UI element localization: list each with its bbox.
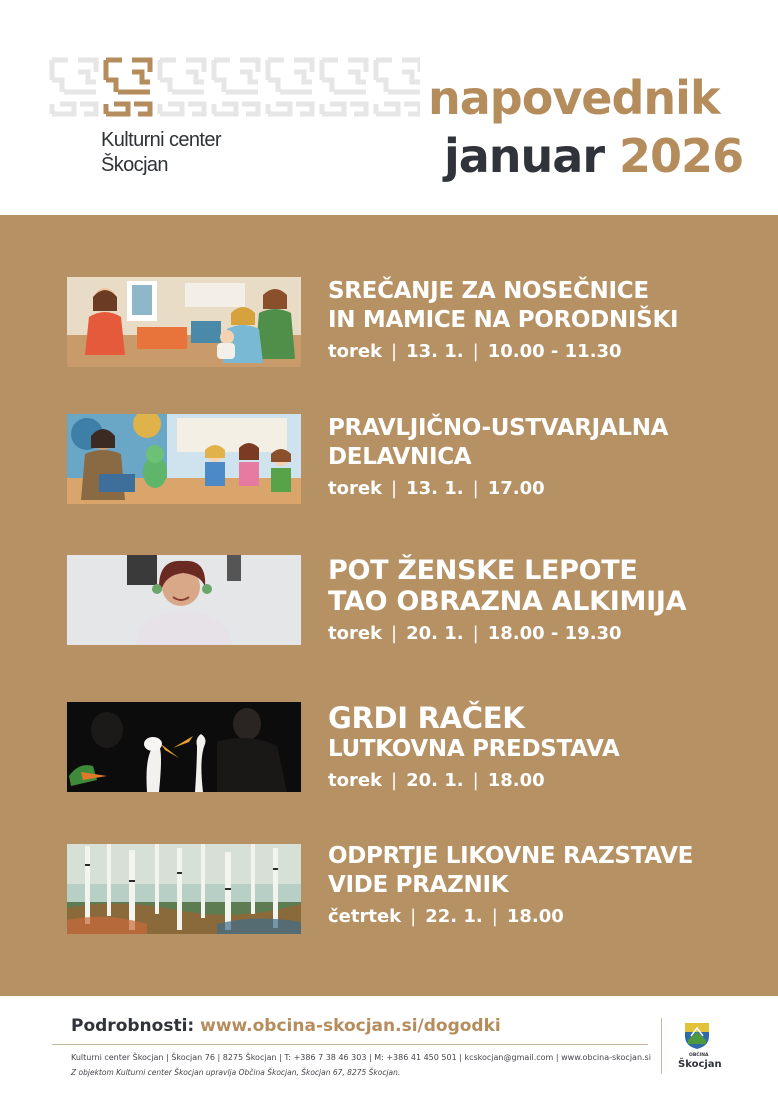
separator: | bbox=[391, 623, 398, 644]
event-item bbox=[0, 702, 778, 812]
title-napovednik: napovednik bbox=[428, 71, 720, 125]
contact-line: Kulturni center Škocjan | Škocjan 76 | 8275 Škocjan | T: +386 7 38 46 303 | M: +386 41 450 501 | kcskocjan@gmail.com | www.obcina-skocjan.si bbox=[71, 1053, 651, 1062]
event-title-line: VIDE PRAZNIK bbox=[328, 872, 509, 898]
event-date: 20. 1. bbox=[406, 770, 464, 791]
separator: | bbox=[491, 906, 498, 927]
event-image-mothers bbox=[67, 277, 301, 367]
events-panel bbox=[0, 215, 778, 996]
event-item bbox=[0, 555, 778, 665]
event-text bbox=[328, 842, 693, 931]
municipality-crest-icon bbox=[684, 1022, 710, 1050]
event-date: 13. 1. bbox=[406, 478, 464, 499]
event-item bbox=[0, 277, 778, 387]
event-meta bbox=[328, 620, 686, 648]
event-title-line: POT ŽENSKE LEPOTE bbox=[328, 555, 638, 586]
event-image-puppet-show bbox=[67, 702, 301, 792]
event-date: 13. 1. bbox=[406, 341, 464, 362]
crest-small-label: OBČINA bbox=[689, 1053, 709, 1058]
birch-forest-painting bbox=[67, 844, 301, 934]
details-label: Podrobnosti: bbox=[71, 1016, 195, 1036]
event-day: torek bbox=[328, 341, 383, 362]
event-item bbox=[0, 414, 778, 524]
event-day: torek bbox=[328, 770, 383, 791]
event-time: 10.00 - 11.30 bbox=[487, 341, 622, 362]
header bbox=[0, 0, 778, 215]
title-year: 2026 bbox=[619, 129, 744, 183]
crest-name: Škocjan bbox=[678, 1059, 722, 1070]
event-date: 22. 1. bbox=[425, 906, 483, 927]
event-meta bbox=[328, 903, 693, 931]
separator: | bbox=[391, 341, 398, 362]
divider bbox=[52, 1044, 648, 1045]
title-month: januar bbox=[444, 129, 605, 183]
separator: | bbox=[472, 623, 479, 644]
event-day: torek bbox=[328, 478, 383, 499]
event-title-line: ODPRTJE LIKOVNE RAZSTAVE bbox=[328, 843, 694, 869]
decorative-pattern-logo bbox=[48, 52, 420, 122]
storytelling-illustration bbox=[67, 414, 301, 504]
event-title-line: DELAVNICA bbox=[328, 444, 472, 470]
details-url-link[interactable]: www.obcina-skocjan.si/dogodki bbox=[200, 1016, 501, 1036]
title-month-year bbox=[444, 128, 743, 184]
vertical-divider bbox=[661, 1018, 662, 1074]
event-time: 18.00 bbox=[487, 770, 545, 791]
event-meta bbox=[328, 338, 678, 366]
event-item bbox=[0, 842, 778, 952]
event-meta bbox=[328, 767, 620, 795]
footer bbox=[0, 996, 778, 1100]
event-day: torek bbox=[328, 623, 383, 644]
event-time: 18.00 - 19.30 bbox=[487, 623, 622, 644]
event-date: 20. 1. bbox=[406, 623, 464, 644]
event-title-line: LUTKOVNA PREDSTAVA bbox=[328, 736, 620, 762]
mothers-babies-illustration bbox=[67, 277, 301, 367]
separator: | bbox=[472, 770, 479, 791]
event-time: 17.00 bbox=[487, 478, 545, 499]
event-title-line: IN MAMICE NA PORODNIŠKI bbox=[328, 307, 679, 333]
woman-face-rollers-photo bbox=[67, 555, 301, 645]
managed-note: Z objektom Kulturni center Škocjan upravlja Občina Škocjan, Škocjan 67, 8275 Škocjan. bbox=[71, 1068, 401, 1077]
event-text bbox=[328, 555, 686, 648]
event-title-line: PRAVLJIČNO-USTVARJALNA bbox=[328, 415, 669, 441]
event-text bbox=[328, 277, 678, 366]
event-text bbox=[328, 702, 620, 795]
separator: | bbox=[391, 478, 398, 499]
event-title-line: GRDI RAČEK bbox=[328, 701, 525, 735]
event-title-line: SREČANJE ZA NOSEČNICE bbox=[328, 278, 649, 304]
details-line bbox=[71, 1016, 501, 1036]
separator: | bbox=[410, 906, 417, 927]
event-day: četrtek bbox=[328, 906, 402, 927]
event-text bbox=[328, 414, 668, 503]
event-image-painting bbox=[67, 844, 301, 934]
org-name-line1: Kulturni center bbox=[101, 129, 221, 151]
separator: | bbox=[472, 478, 479, 499]
organization-name bbox=[101, 128, 221, 178]
event-meta bbox=[328, 475, 668, 503]
event-image-storytelling bbox=[67, 414, 301, 504]
event-image-beauty bbox=[67, 555, 301, 645]
event-title-line: TAO OBRAZNA ALKIMIJA bbox=[328, 586, 687, 617]
separator: | bbox=[391, 770, 398, 791]
puppet-show-photo bbox=[67, 702, 301, 792]
org-name-line2: Škocjan bbox=[101, 154, 168, 176]
event-time: 18.00 bbox=[506, 906, 564, 927]
separator: | bbox=[472, 341, 479, 362]
